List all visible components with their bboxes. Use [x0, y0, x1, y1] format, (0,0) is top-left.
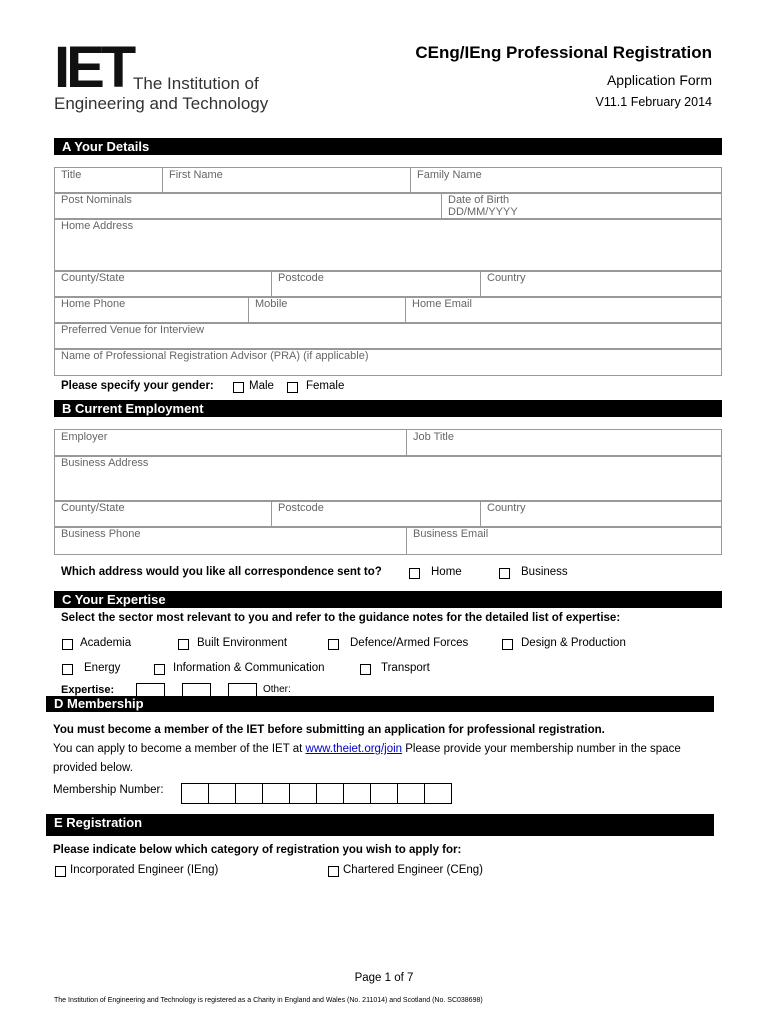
registration-instruction: Please indicate below which category of registration you wish to apply for: — [53, 844, 462, 856]
academia-checkbox[interactable] — [62, 639, 73, 650]
gender-question: Please specify your gender: — [61, 380, 214, 392]
transport-label: Transport — [381, 662, 430, 674]
correspondence-question: Which address would you like all correspondence sent to? — [61, 566, 382, 578]
membership-digit-box[interactable] — [316, 783, 344, 804]
business-address-field[interactable]: Business Address — [55, 456, 722, 502]
membership-digit-box[interactable] — [424, 783, 452, 804]
defence-checkbox[interactable] — [328, 639, 339, 650]
business-postcode-field[interactable]: Postcode — [272, 501, 481, 528]
expertise-box-3[interactable] — [228, 683, 257, 697]
document-subtitle: Application Form — [606, 72, 712, 88]
transport-checkbox[interactable] — [360, 664, 371, 675]
other-label: Other: — [263, 684, 291, 695]
home-address-label: Home — [431, 566, 462, 578]
section-c-heading: C Your Expertise — [54, 591, 722, 608]
first-name-field[interactable]: First Name — [163, 168, 411, 194]
membership-digit-box[interactable] — [262, 783, 290, 804]
your-details-table — [54, 167, 722, 194]
membership-number-boxes — [181, 783, 452, 804]
ieng-label: Incorporated Engineer (IEng) — [70, 864, 219, 876]
expertise-box-1[interactable] — [136, 683, 165, 697]
business-address-label: Business — [521, 566, 568, 578]
employer-field[interactable]: Employer — [55, 430, 407, 457]
page-number: Page 1 of 7 — [354, 972, 414, 984]
female-checkbox[interactable] — [287, 382, 298, 393]
membership-digit-box[interactable] — [181, 783, 209, 804]
title-field[interactable]: Title — [55, 168, 163, 194]
female-label: Female — [306, 380, 345, 392]
post-nominals-field[interactable]: Post Nominals — [55, 193, 442, 220]
section-d-heading: D Membership — [46, 696, 714, 712]
business-email-field[interactable]: Business Email — [407, 527, 722, 555]
home-postcode-field[interactable]: Postcode — [272, 271, 481, 298]
male-checkbox[interactable] — [233, 382, 244, 393]
membership-info: You can apply to become a member of the IET at www.theiet.org/join Please provide your membership number in the space — [53, 743, 681, 755]
pra-name-field[interactable]: Name of Professional Registration Advisor (PRA) (if applicable) — [55, 349, 722, 376]
business-phone-field[interactable]: Business Phone — [55, 527, 407, 555]
info-communication-label: Information & Communication — [173, 662, 325, 674]
join-link[interactable]: www.theiet.org/join — [305, 743, 403, 755]
membership-digit-box[interactable] — [370, 783, 398, 804]
defence-label: Defence/Armed Forces — [350, 637, 469, 649]
home-email-field[interactable]: Home Email — [406, 297, 722, 324]
job-title-field[interactable]: Job Title — [407, 430, 722, 457]
expertise-box-2[interactable] — [182, 683, 211, 697]
membership-digit-box[interactable] — [208, 783, 236, 804]
home-country-field[interactable]: Country — [481, 271, 722, 298]
home-address-checkbox[interactable] — [409, 568, 420, 579]
built-environment-checkbox[interactable] — [178, 639, 189, 650]
ceng-checkbox[interactable] — [328, 866, 339, 877]
membership-number-label: Membership Number: — [53, 784, 164, 796]
expertise-instruction: Select the sector most relevant to you and refer to the guidance notes for the detailed list of expertise: — [61, 612, 621, 624]
ieng-checkbox[interactable] — [55, 866, 66, 877]
membership-digit-box[interactable] — [343, 783, 371, 804]
family-name-field[interactable]: Family Name — [411, 168, 722, 194]
expertise-label: Expertise: — [61, 684, 115, 696]
info-communication-checkbox[interactable] — [154, 664, 165, 675]
design-production-checkbox[interactable] — [502, 639, 513, 650]
membership-digit-box[interactable] — [397, 783, 425, 804]
iet-logo-mark: IET — [54, 35, 133, 100]
built-environment-label: Built Environment — [197, 637, 288, 649]
energy-checkbox[interactable] — [62, 664, 73, 675]
business-county-field[interactable]: County/State — [55, 501, 272, 528]
membership-digit-box[interactable] — [235, 783, 263, 804]
academia-label: Academia — [80, 637, 132, 649]
logo-text-line1: The Institution of — [133, 74, 259, 93]
membership-digit-box[interactable] — [289, 783, 317, 804]
membership-info-line2: provided below. — [53, 762, 133, 774]
charity-notice: The Institution of Engineering and Technology is registered as a Charity in England and Wales (No. 211014) and Scotland (No. SC038698) — [54, 997, 483, 1004]
ceng-label: Chartered Engineer (CEng) — [343, 864, 483, 876]
home-phone-field[interactable]: Home Phone — [55, 297, 249, 324]
section-a-heading: A Your Details — [54, 138, 722, 155]
business-country-field[interactable]: Country — [481, 501, 722, 528]
male-label: Male — [249, 380, 274, 392]
date-of-birth-field[interactable]: Date of Birth DD/MM/YYYY — [442, 193, 722, 220]
energy-label: Energy — [84, 662, 121, 674]
section-b-heading: B Current Employment — [54, 400, 722, 417]
logo-text-line2: Engineering and Technology — [54, 94, 269, 113]
home-address-field[interactable]: Home Address — [55, 219, 722, 272]
business-address-checkbox[interactable] — [499, 568, 510, 579]
interview-venue-field[interactable]: Preferred Venue for Interview — [55, 323, 722, 350]
section-e-heading: E Registration — [46, 814, 714, 836]
membership-notice: You must become a member of the IET before submitting an application for professional registration. — [53, 724, 605, 736]
design-production-label: Design & Production — [521, 637, 626, 649]
document-version: V11.1 February 2014 — [595, 95, 712, 109]
home-county-field[interactable]: County/State — [55, 271, 272, 298]
document-title: CEng/IEng Professional Registration — [415, 43, 712, 62]
mobile-field[interactable]: Mobile — [249, 297, 406, 324]
